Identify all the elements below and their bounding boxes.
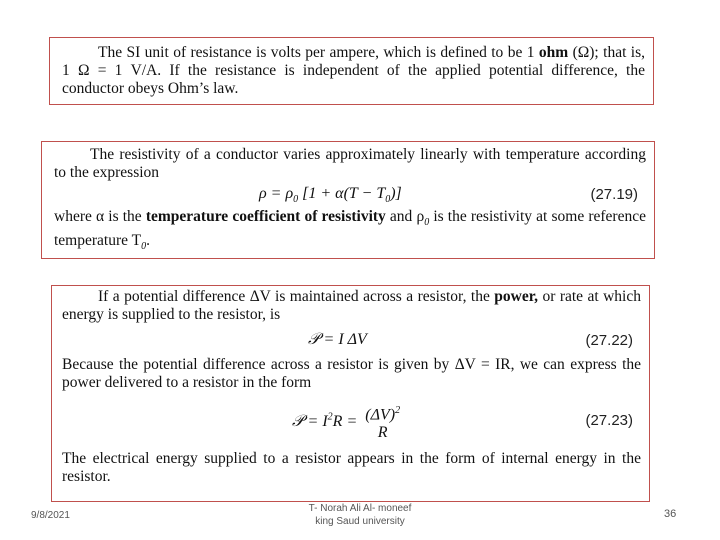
equation-27-19 — [54, 182, 646, 208]
power-mid-text: Because the potential difference across a resistor is given by ΔV = IR, we can express the power delivered to a resistor in the form — [62, 356, 641, 391]
temperature-coefficient-term: temperature coefficient of resistivity — [145, 208, 386, 225]
power-bold-term: power, — [494, 288, 539, 305]
ohm-definition-text — [62, 44, 645, 98]
power-equation-1: 𝒫 = I ΔV — [308, 331, 367, 348]
resistivity-where-text: where α is the temperature coefficient of resistivity and $\rho_0$ is the resistivity at some reference temperature $T_0$. — [54, 208, 646, 253]
footer-author — [290, 502, 430, 528]
slide-number: 36 — [664, 508, 677, 520]
ohm-definition-box — [49, 37, 654, 105]
power-intro: If a potential difference ΔV is maintained across a resistor, the power, or rate at which energy is supplied to the resistor, is — [62, 288, 641, 323]
equation-27-23 — [62, 392, 641, 450]
resistivity-intro: The resistivity of a conductor varies approximately linearly with temperature according to the expression — [54, 146, 646, 181]
resistivity-equation: $\rho = \rho_0$ $[1 + \alpha(T - T_0)]$ — [259, 185, 402, 206]
resistivity-box — [41, 141, 655, 259]
ohm-text-part1: The SI unit of resistance is volts per ampere, which is defined to be 1 — [98, 44, 539, 61]
power-box — [51, 285, 650, 502]
power-equation-2: 𝒫 = $I^2R$ = $(\Delta V)^2$ R — [292, 402, 404, 442]
ohm-bold-term: ohm — [538, 44, 569, 61]
equation-number-27-23: (27.23) — [585, 412, 633, 429]
footer-author-name: T- Norah Ali Al- moneef — [308, 503, 412, 514]
power-outro: The electrical energy supplied to a resistor appears in the form of internal energy in the resistor. — [62, 450, 641, 485]
equation-27-22 — [62, 324, 641, 356]
equation-number-27-19: (27.19) — [590, 186, 638, 203]
ohm-text-part2: (Ω); that is, 1 Ω = 1 V/A. If the resistance is independent of the applied potential difference, the conductor obeys Ohm’s law. — [62, 44, 645, 97]
power-fraction: $(\Delta V)^2$ R — [365, 405, 401, 442]
footer-date: 9/8/2021 — [31, 510, 70, 521]
equation-number-27-22: (27.22) — [585, 332, 633, 349]
footer-university: king Saud university — [315, 516, 405, 527]
